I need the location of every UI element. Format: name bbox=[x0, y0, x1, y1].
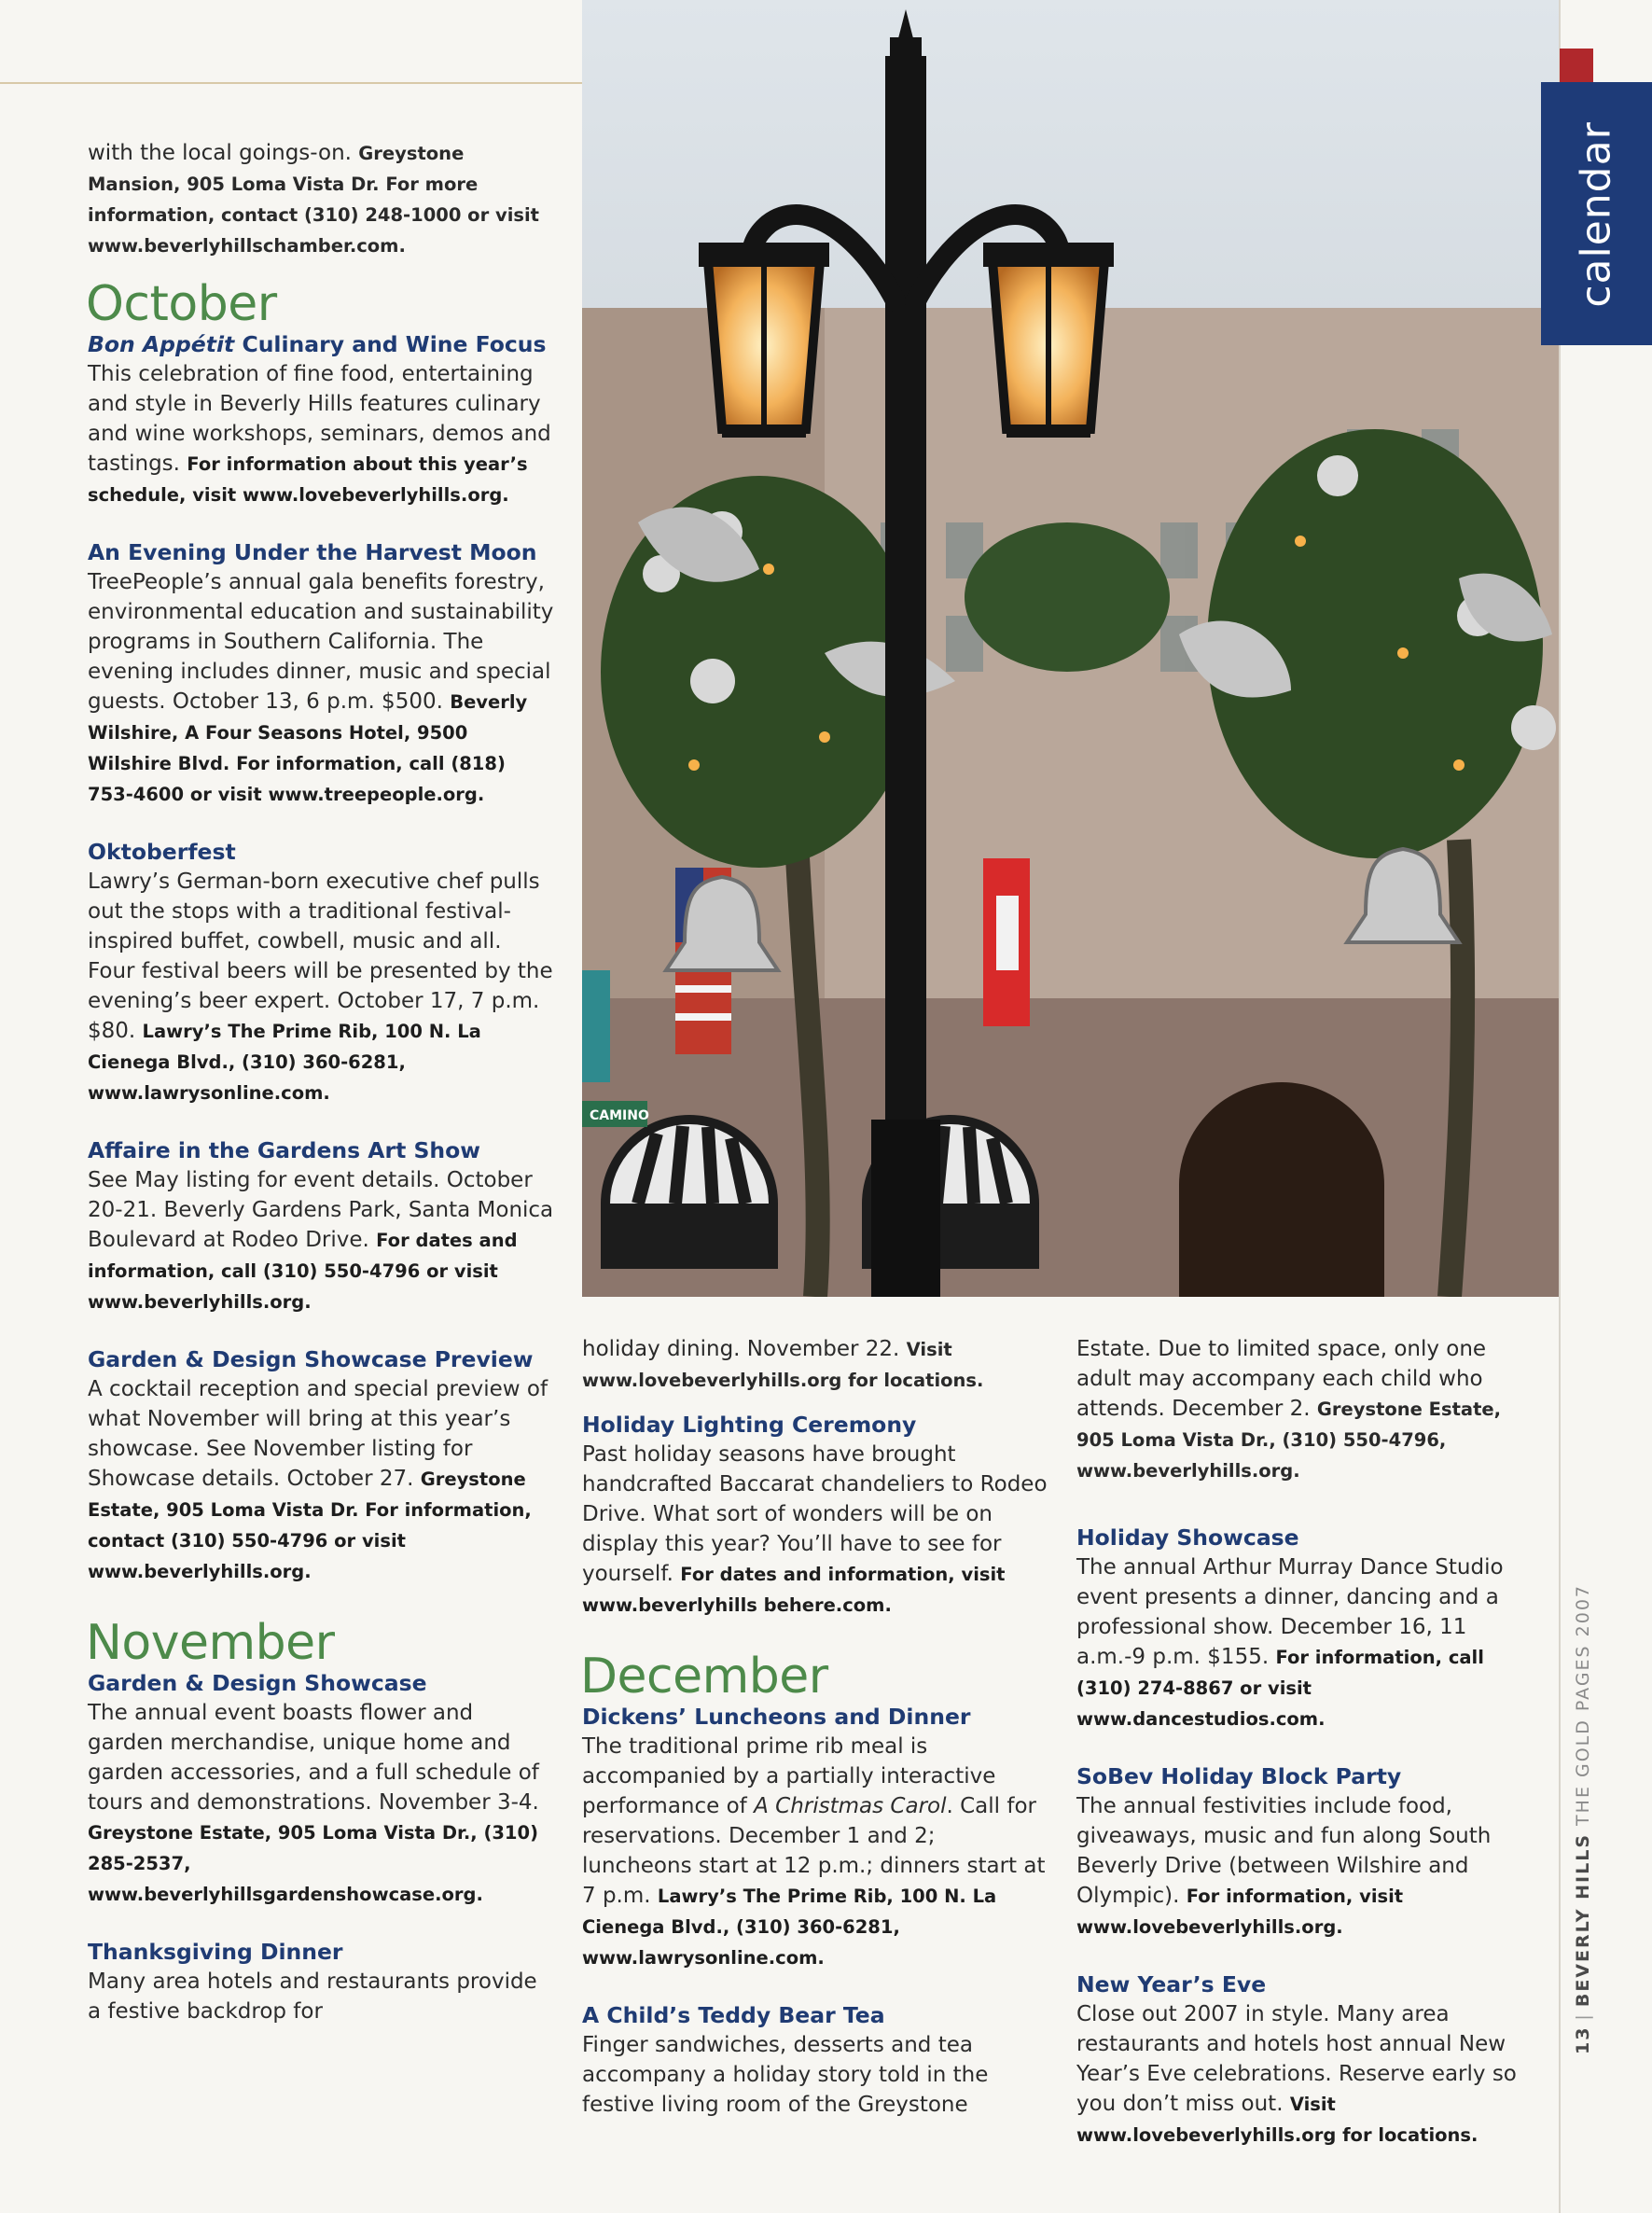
event-desc: TreePeople’s annual gala benefits forestry, environmental education and sustainability programs in Southern California. The evening includes dinner, music and special guests. October 13, 6 p.m. $500. bbox=[88, 570, 554, 714]
event-body bbox=[582, 1440, 1048, 1621]
event-info: For information about this year’s schedule, visit www.lovebeverlyhills.org. bbox=[88, 453, 528, 506]
event-body bbox=[88, 1165, 554, 1317]
page-folio bbox=[1573, 1584, 1593, 2054]
event-info: Lawry’s The Prime Rib, 100 N. La Cienega Blvd., (310) 360-6281, www.lawrysonline.com. bbox=[582, 1886, 997, 1969]
event-title: SoBev Holiday Block Party bbox=[1076, 1763, 1402, 1789]
event-body bbox=[1076, 1999, 1534, 2150]
event-body bbox=[88, 1698, 554, 1910]
event-body bbox=[1076, 1552, 1534, 1734]
event-title bbox=[88, 330, 554, 359]
event-desc: A cocktail reception and special preview of what November will bring at this year’s showcase. See November listing for Showcase details. October 27. bbox=[88, 1377, 548, 1491]
month-heading-october: October bbox=[86, 276, 277, 332]
event-title: New Year’s Eve bbox=[1076, 1971, 1267, 1997]
intro-info: Greystone Mansion, 905 Loma Vista Dr. For more information, contact (310) 248-1000 or visit www.beverlyhillschamber.com. bbox=[88, 143, 539, 257]
teddy-bear-continuation bbox=[1076, 1334, 1534, 1486]
event-desc: Past holiday seasons have brought handcrafted Baccarat chandeliers to Rodeo Drive. What sort of wonders will be on display this year? You’ll have to see for yourself. bbox=[582, 1442, 1048, 1586]
event-lighting-ceremony bbox=[582, 1411, 1048, 1621]
event-desc: See May listing for event details. October 20-21. Beverly Gardens Park, Santa Monica Boulevard at Rodeo Drive. bbox=[88, 1168, 554, 1252]
event-body bbox=[582, 2030, 1048, 2120]
holiday-lamppost-photo bbox=[582, 0, 1559, 1297]
event-body bbox=[88, 567, 554, 810]
event-desc: Many area hotels and restaurants provide a festive backdrop for bbox=[88, 1969, 537, 2024]
event-garden-showcase bbox=[88, 1669, 554, 1910]
event-info: For information, visit www.lovebeverlyhills.org. bbox=[1076, 1886, 1404, 1938]
event-body bbox=[88, 1967, 554, 2026]
event-info: For dates and information, call (310) 550-4796 or visit www.beverlyhills.org. bbox=[88, 1230, 518, 1313]
intro-continuation bbox=[88, 138, 554, 261]
event-desc: The annual Arthur Murray Dance Studio event presents a dinner, dancing and a professional show. December 16, 11 a.m.-9 p.m. $155. bbox=[1076, 1555, 1504, 1669]
event-desc-italic: A Christmas Carol bbox=[754, 1794, 947, 1818]
publication-name: BEVERLY HILLS bbox=[1573, 1832, 1593, 2008]
event-title: Garden & Design Showcase bbox=[88, 1670, 427, 1696]
event-oktoberfest bbox=[88, 838, 554, 1108]
tab-marker bbox=[1560, 49, 1593, 82]
event-info: Beverly Wilshire, A Four Seasons Hotel, 9500 Wilshire Blvd. For information, call (818) 753-4600 or visit www.treepeople.org. bbox=[88, 691, 528, 805]
top-rule bbox=[0, 82, 582, 84]
month-heading-november: November bbox=[86, 1615, 335, 1671]
event-title: Affaire in the Gardens Art Show bbox=[88, 1137, 480, 1163]
event-info: For dates and information, visit www.beverlyhills behere.com. bbox=[582, 1564, 1006, 1616]
event-title: Thanksgiving Dinner bbox=[88, 1939, 343, 1965]
event-title: Holiday Lighting Ceremony bbox=[582, 1412, 917, 1438]
event-new-years-eve bbox=[1076, 1970, 1534, 2150]
event-info: Greystone Estate, 905 Loma Vista Dr., (310) 285-2537, www.beverlyhillsgardenshowcase.org. bbox=[88, 1822, 538, 1905]
event-title-italic: Bon Appétit bbox=[88, 331, 235, 357]
thanksgiving-continuation bbox=[582, 1334, 1048, 1396]
street-sign: CAMINO bbox=[590, 1108, 649, 1123]
continuation-text: holiday dining. November 22. bbox=[582, 1337, 900, 1361]
event-title: Dickens’ Luncheons and Dinner bbox=[582, 1704, 971, 1730]
event-desc: The annual festivities include food, giveaways, music and fun along South Beverly Drive (between Wilshire and Olympic). bbox=[1076, 1794, 1492, 1908]
event-body bbox=[582, 1732, 1048, 1973]
lamppost-illustration bbox=[582, 0, 1559, 1297]
intro-text: with the local goings-on. bbox=[88, 141, 352, 165]
event-body bbox=[88, 359, 554, 510]
event-title: Holiday Showcase bbox=[1076, 1524, 1299, 1551]
event-title-rest: Culinary and Wine Focus bbox=[234, 331, 547, 357]
event-showcase-preview bbox=[88, 1345, 554, 1587]
event-culinary-wine bbox=[88, 330, 554, 510]
event-desc: Close out 2007 in style. Many area restaurants and hotels host annual New Year’s Eve celebrations. Reserve early so you don’t miss out. bbox=[1076, 2002, 1517, 2116]
event-title: An Evening Under the Harvest Moon bbox=[88, 539, 537, 565]
edition-name: THE GOLD PAGES 2007 bbox=[1573, 1583, 1593, 1826]
section-tab-label: calendar bbox=[1572, 121, 1620, 308]
event-desc: The annual event boasts flower and garden merchandise, unique home and garden accessories, and a full schedule of tours and demonstrations. November 3-4. bbox=[88, 1701, 539, 1815]
event-info: For information, call (310) 274-8867 or visit www.dancestudios.com. bbox=[1076, 1647, 1484, 1730]
event-body bbox=[88, 1374, 554, 1587]
event-info: Greystone Estate, 905 Loma Vista Dr. For information, contact (310) 550-4796 or visit www.beverlyhills.org. bbox=[88, 1468, 532, 1582]
event-art-show bbox=[88, 1136, 554, 1317]
event-desc: The traditional prime rib meal is accompanied by a partially interactive performance of bbox=[582, 1734, 996, 1818]
event-teddy-bear-tea bbox=[582, 2001, 1048, 2120]
event-body bbox=[88, 867, 554, 1108]
column-1 bbox=[88, 138, 554, 2054]
page-number: 13 bbox=[1573, 2025, 1593, 2055]
event-desc: Lawry’s German-born executive chef pulls out the stops with a traditional festival-inspired buffet, cowbell, music and all. Four festival beers will be presented by the evening’s beer expert. October 17, 7 p.m. $80. bbox=[88, 870, 553, 1043]
event-desc: Finger sandwiches, desserts and tea accompany a holiday story told in the festive living room of the Greystone bbox=[582, 2033, 989, 2117]
event-info: Visit www.lovebeverlyhills.org for locations. bbox=[1076, 2094, 1478, 2146]
month-heading-december: December bbox=[580, 1649, 828, 1705]
event-harvest-moon bbox=[88, 538, 554, 810]
event-thanksgiving bbox=[88, 1938, 554, 2026]
event-desc: This celebration of fine food, entertaining and style in Beverly Hills features culinary and wine workshops, seminars, demos and tastings. bbox=[88, 362, 551, 476]
event-title: Garden & Design Showcase Preview bbox=[88, 1346, 534, 1372]
column-2 bbox=[582, 1334, 1048, 2148]
event-dickens bbox=[582, 1703, 1048, 1973]
event-holiday-showcase bbox=[1076, 1524, 1534, 1734]
folio-separator: | bbox=[1573, 2012, 1593, 2021]
event-title: A Child’s Teddy Bear Tea bbox=[582, 2002, 885, 2028]
column-3 bbox=[1076, 1334, 1534, 2178]
event-body bbox=[1076, 1791, 1534, 1942]
event-desc-rest: . Call for reservations. December 1 and 2; luncheons start at 12 p.m.; dinners start at 7 p.m. bbox=[582, 1794, 1046, 1908]
event-block-party bbox=[1076, 1762, 1534, 1942]
event-info: Lawry’s The Prime Rib, 100 N. La Cienega Blvd., (310) 360-6281, www.lawrysonline.com. bbox=[88, 1021, 481, 1104]
event-title: Oktoberfest bbox=[88, 839, 236, 865]
continuation-info: Greystone Estate, 905 Loma Vista Dr., (310) 550-4796, www.beverlyhills.org. bbox=[1076, 1399, 1502, 1482]
continuation-info: Visit www.lovebeverlyhills.org for locations. bbox=[582, 1339, 984, 1391]
continuation-text: Estate. Due to limited space, only one adult may accompany each child who attends. December 2. bbox=[1076, 1337, 1487, 1421]
